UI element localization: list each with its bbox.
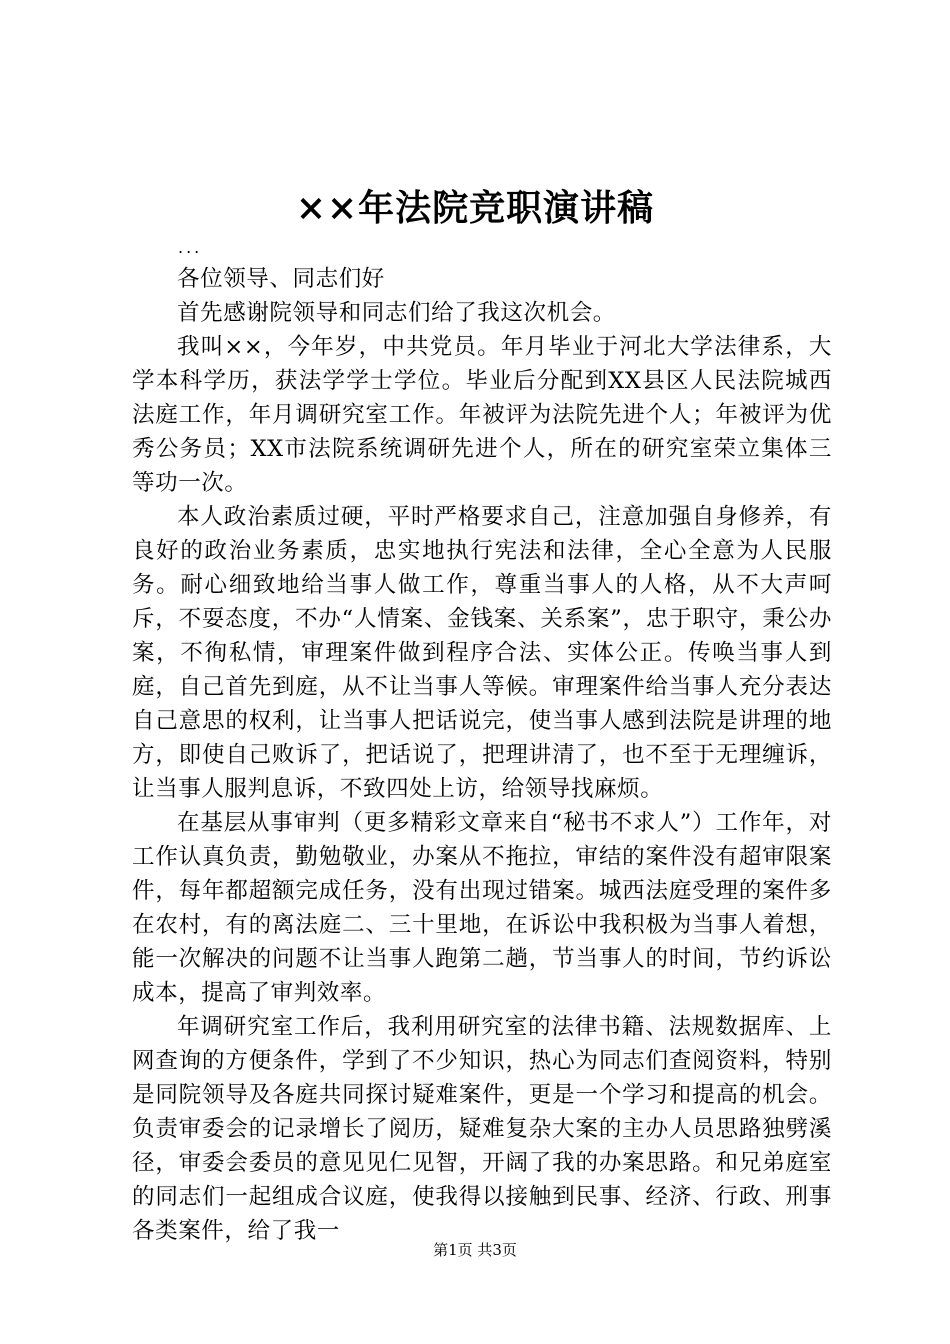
document-body (132, 262, 832, 1248)
document-title: ××年法院竞职演讲稿 (295, 187, 655, 229)
paragraph-thanks: 首先感谢院领导和同志们给了我这次机会。 (177, 300, 616, 326)
page-number-footer: 第1页 共3页 (433, 1241, 517, 1259)
paragraph-greeting: 各位领导、同志们好 (177, 266, 385, 292)
paragraph-introduction: 我叫××，今年岁，中共党员。年月毕业于河北大学法律系，大学本科学历，获法学学士学位。毕业后分配到XX县区人民法院城西法庭工作，年月调研究室工作。年被评为法院先进个人；年被评为优秀公务员；XX市法院系统调研先进个人，所在的研究室荣立集体三等功一次。 (132, 334, 832, 496)
ellipsis-marker: ... (178, 238, 203, 257)
paragraph-grassroots-work: 在基层从事审判（更多精彩文章来自“秘书不求人”）工作年，对工作认真负责，勤勉敬业，办案从不拖拉，审结的案件没有超审限案件，每年都超额完成任务，没有出现过错案。城西法庭受理的案件多在农村，有的离法庭二、三十里地，在诉讼中我积极为当事人着想，能一次解决的问题不让当事人跑第二趟，节当事人的时间，节约诉讼成本，提高了审判效率。 (132, 810, 832, 1006)
paragraph-research-office: 年调研究室工作后，我利用研究室的法律书籍、法规数据库、上网查询的方便条件，学到了不少知识，热心为同志们查阅资料，特别是同院领导及各庭共同探讨疑难案件，更是一个学习和提高的机会。负责审委会的记录增长了阅历，疑难复杂大案的主办人员思路独劈溪径，审委会委员的意见见仁见智，开阔了我的办案思路。和兄弟庭室的同志们一起组成合议庭，使我得以接触到民事、经济、行政、刑事各类案件，给了我一 (132, 1014, 832, 1244)
paragraph-political-quality: 本人政治素质过硬，平时严格要求自己，注意加强自身修养，有良好的政治业务素质，忠实地执行宪法和法律，全心全意为人民服务。耐心细致地给当事人做工作，尊重当事人的人格，从不大声呵斥，不耍态度，不办“人情案、金钱案、关系案”，忠于职守，秉公办案，不徇私情，审理案件做到程序合法、实体公正。传唤当事人到庭，自己首先到庭，从不让当事人等候。审理案件给当事人充分表达自己意思的权利，让当事人把话说完，使当事人感到法院是讲理的地方，即使自己败诉了，把话说了，把理讲清了，也不至于无理缠诉，让当事人服判息诉，不致四处上访，给领导找麻烦。 (132, 504, 832, 802)
